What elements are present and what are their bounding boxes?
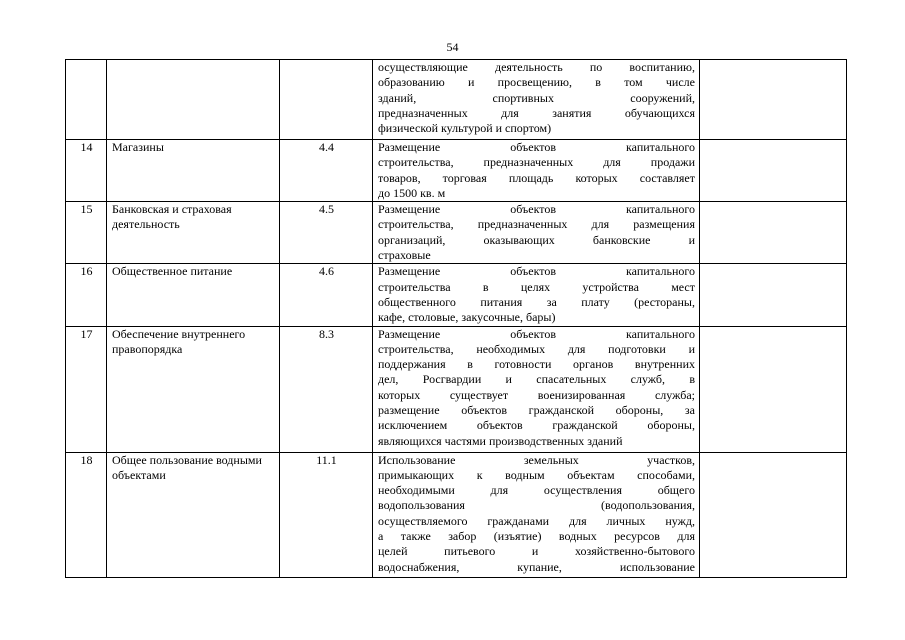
table-row: [66, 326, 847, 452]
note-cell: [700, 202, 847, 264]
description-line: необходимыми для осуществления общего: [378, 483, 695, 498]
description-line: осуществляемого гражданами для личных нужд,: [378, 513, 695, 528]
description-line: Размещение объектов капитального: [378, 140, 695, 154]
number-cell: 16: [66, 264, 107, 326]
description-line: примыкающих к водным объектам способами,: [378, 467, 695, 482]
description-line: водоснабжения, купание, использование: [378, 559, 695, 574]
description-line: страховые: [378, 248, 431, 263]
description-line: строительства в целях устройства мест: [378, 279, 695, 294]
name-cell: Обеспечение внутреннего правопорядка: [107, 326, 280, 452]
description-line: образованию и просвещению, в том числе: [378, 75, 695, 90]
description-cell: [373, 326, 700, 452]
description-line: исключением объектов гражданской обороны,: [378, 418, 695, 433]
note-cell: [700, 140, 847, 202]
description-cell: [373, 202, 700, 264]
code-cell: 4.4: [280, 140, 373, 202]
table-row-continuation: [66, 60, 847, 140]
description-line: зданий, спортивных сооружений,: [378, 90, 695, 105]
description-line: а также забор (изъятие) водных ресурсов для: [378, 529, 695, 544]
note-cell: [700, 60, 847, 140]
description-line: осуществляющие деятельность по воспитанию,: [378, 60, 695, 74]
description-line: кафе, столовые, закусочные, бары): [378, 310, 556, 325]
description-cell: [373, 264, 700, 326]
description-line: Использование земельных участков,: [378, 452, 695, 467]
name-cell: [107, 60, 280, 140]
code-cell: 4.5: [280, 202, 373, 264]
land-use-table: [65, 59, 847, 578]
description-line: размещение объектов гражданской обороны, за: [378, 403, 695, 418]
table-row: [66, 264, 847, 326]
description-cell: [373, 140, 700, 202]
code-cell: 11.1: [280, 452, 373, 577]
description-cell: [373, 452, 700, 577]
description-line: Размещение объектов капитального: [378, 326, 695, 341]
description-line: которых существует военизированная служба;: [378, 387, 695, 402]
number-cell: 15: [66, 202, 107, 264]
description-line: строительства, необходимых для подготовки и: [378, 341, 695, 356]
name-cell: Банковская и страховая деятельность: [107, 202, 280, 264]
number-cell: [66, 60, 107, 140]
code-cell: 8.3: [280, 326, 373, 452]
description-line: предназначенных для занятия обучающихся: [378, 105, 695, 120]
table-row: [66, 140, 847, 202]
description-line: товаров, торговая площадь которых составляет: [378, 170, 695, 185]
description-line: водопользования (водопользования,: [378, 498, 695, 513]
name-cell: Магазины: [107, 140, 280, 202]
description-line: Размещение объектов капитального: [378, 202, 695, 217]
description-cell: [373, 60, 700, 140]
note-cell: [700, 326, 847, 452]
table-row: [66, 202, 847, 264]
description-line: физической культурой и спортом): [378, 121, 552, 136]
page-number: 54: [446, 40, 459, 54]
description-line: организаций, оказывающих банковские и: [378, 232, 695, 247]
description-line: общественного питания за плату (рестораны,: [378, 294, 695, 309]
description-line: поддержания в готовности органов внутренних: [378, 357, 695, 372]
code-cell: 4.6: [280, 264, 373, 326]
description-line: до 1500 кв. м: [378, 185, 446, 200]
description-line: Размещение объектов капитального: [378, 264, 695, 279]
note-cell: [700, 264, 847, 326]
name-cell: Общее пользование водными объектами: [107, 452, 280, 577]
description-line: дел, Росгвардии и спасательных служб, в: [378, 372, 695, 387]
table-row: [66, 452, 847, 577]
number-cell: 18: [66, 452, 107, 577]
code-cell: [280, 60, 373, 140]
description-line: строительства, предназначенных для размещения: [378, 217, 695, 232]
number-cell: 17: [66, 326, 107, 452]
description-line: строительства, предназначенных для продажи: [378, 155, 695, 170]
description-line: являющихся частями производственных зданий: [378, 433, 623, 448]
name-cell: Общественное питание: [107, 264, 280, 326]
number-cell: 14: [66, 140, 107, 202]
note-cell: [700, 452, 847, 577]
description-line: целей питьевого и хозяйственно-бытового: [378, 544, 695, 559]
